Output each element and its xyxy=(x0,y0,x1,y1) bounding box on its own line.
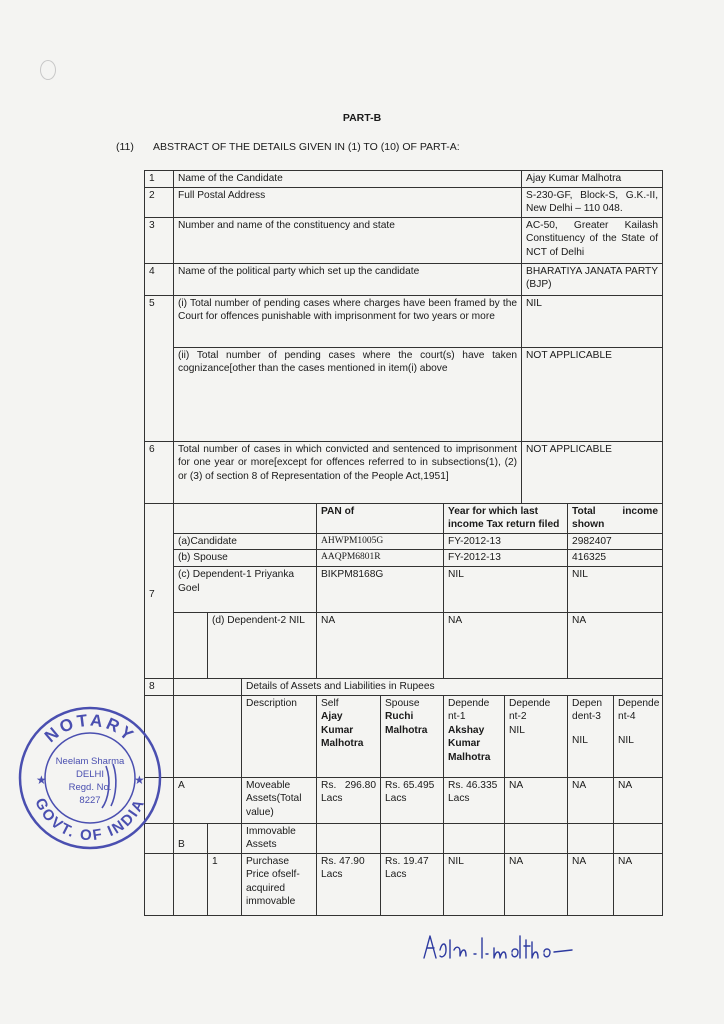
row-label: Name of the Candidate xyxy=(174,171,522,188)
asset-group-label: B xyxy=(174,823,208,853)
table-row xyxy=(145,566,663,612)
row-value: NIL xyxy=(522,295,663,347)
table-row xyxy=(145,171,663,188)
assets-col-dep1: Depende nt-1 Akshay Kumar Malhotra xyxy=(444,695,505,777)
row-value: BHARATIYA JANATA PARTY (BJP) xyxy=(522,263,663,295)
asset-dep4: NA xyxy=(614,853,663,915)
assets-title: Details of Assets and Liabilities in Rupees xyxy=(242,678,663,695)
table-row xyxy=(145,503,663,533)
assets-col-dep4: Depende nt-4 NIL xyxy=(614,695,663,777)
assets-col-spouse: Spouse Ruchi Malhotra xyxy=(381,695,444,777)
income-total: 416325 xyxy=(568,550,663,567)
asset-desc: Immovable Assets xyxy=(242,823,317,853)
asset-self: Rs. 47.90 Lacs xyxy=(317,853,381,915)
income-who: (c) Dependent-1 Priyanka Goel xyxy=(174,566,317,612)
row-number: 1 xyxy=(145,171,174,188)
table-row xyxy=(145,217,663,263)
notary-seal xyxy=(16,704,164,852)
table-row xyxy=(145,695,663,777)
seal-top-text: NOTARY xyxy=(41,710,140,747)
page-title: PART-B xyxy=(342,112,382,124)
row-label: Name of the political party which set up the candidate xyxy=(174,263,522,295)
section-number: (11) xyxy=(116,141,134,153)
asset-dep2: NA xyxy=(505,777,568,823)
self-name: Ajay Kumar Malhotra xyxy=(321,711,364,750)
asset-desc: Purchase Price ofself-acquired immovable xyxy=(242,853,317,915)
candidate-signature xyxy=(420,928,580,962)
income-year: NIL xyxy=(444,566,568,612)
row-value: AC-50, Greater Kailash Constituency of the State of NCT of Delhi xyxy=(522,217,663,263)
income-who: (d) Dependent-2 NIL xyxy=(208,612,317,678)
assets-col-description: Description xyxy=(242,695,317,777)
income-year: FY-2012-13 xyxy=(444,533,568,550)
income-year: FY-2012-13 xyxy=(444,550,568,567)
table-row xyxy=(145,441,663,503)
table-row xyxy=(145,678,663,695)
spouse-name: Ruchi Malhotra xyxy=(385,711,428,736)
row-number: 7 xyxy=(145,503,174,678)
row-label: (i) Total number of pending cases where charges have been framed by the Court for offences punishable with imprisonment for two years or more xyxy=(174,295,522,347)
row-value: S-230-GF, Block-S, G.K.-II, New Delhi – 110 048. xyxy=(522,187,663,217)
income-who: (a)Candidate xyxy=(174,533,317,550)
seal-number: 8227 xyxy=(79,795,101,806)
income-total: 2982407 xyxy=(568,533,663,550)
income-pan: BIKPM8168G xyxy=(317,566,444,612)
star-icon: ★ xyxy=(134,773,145,787)
income-year: NA xyxy=(444,612,568,678)
seal-city: DELHI xyxy=(76,769,104,780)
asset-desc: Moveable Assets(Total value) xyxy=(242,777,317,823)
section-title: ABSTRACT OF THE DETAILS GIVEN IN (1) TO (10) OF PART-A: xyxy=(153,141,460,153)
row-number: 4 xyxy=(145,263,174,295)
income-col-pan: PAN of xyxy=(317,503,444,533)
asset-dep4: NA xyxy=(614,777,663,823)
income-pan: NA xyxy=(317,612,444,678)
seal-bottom-text: GOVT. OF INDIA xyxy=(31,795,149,845)
income-col-total: Total income shown xyxy=(568,503,663,533)
income-pan: AAQPM6801R xyxy=(317,550,444,567)
dep3-name: NIL xyxy=(572,734,588,746)
table-row xyxy=(145,823,663,853)
row-number: 5 xyxy=(145,295,174,441)
page-corner-mark xyxy=(40,60,56,80)
asset-spouse: Rs. 65.495 Lacs xyxy=(381,777,444,823)
table-row xyxy=(145,347,663,441)
abstract-table xyxy=(144,170,663,916)
assets-col-self: Self Ajay Kumar Malhotra xyxy=(317,695,381,777)
row-label: (ii) Total number of pending cases where the court(s) have taken cognizance[other than the cases mentioned in item(i) above xyxy=(174,347,522,441)
dep1-name: Akshay Kumar Malhotra xyxy=(448,724,491,763)
dep2-name: NIL xyxy=(509,724,525,736)
income-total: NA xyxy=(568,612,663,678)
row-label: Number and name of the constituency and state xyxy=(174,217,522,263)
asset-dep3: NA xyxy=(568,777,614,823)
income-who: (b) Spouse xyxy=(174,550,317,567)
asset-group-label: A xyxy=(174,777,242,823)
asset-sub-number: 1 xyxy=(208,853,242,915)
table-row xyxy=(145,295,663,347)
row-label: Full Postal Address xyxy=(174,187,522,217)
star-icon: ★ xyxy=(36,773,47,787)
row-number: 6 xyxy=(145,441,174,503)
row-number: 8 xyxy=(145,678,174,695)
assets-col-dep3: Depen dent-3 NIL xyxy=(568,695,614,777)
asset-dep3: NA xyxy=(568,853,614,915)
table-row xyxy=(145,533,663,550)
assets-col-dep2: Depende nt-2 NIL xyxy=(505,695,568,777)
row-number: 2 xyxy=(145,187,174,217)
table-row xyxy=(145,263,663,295)
table-row xyxy=(145,187,663,217)
row-value: NOT APPLICABLE xyxy=(522,441,663,503)
asset-dep1: Rs. 46.335 Lacs xyxy=(444,777,505,823)
table-row xyxy=(145,550,663,567)
income-total: NIL xyxy=(568,566,663,612)
row-value: NOT APPLICABLE xyxy=(522,347,663,441)
seal-regd: Regd. No. xyxy=(68,782,112,793)
row-number: 3 xyxy=(145,217,174,263)
table-row xyxy=(145,612,663,678)
row-value: Ajay Kumar Malhotra xyxy=(522,171,663,188)
asset-self: Rs. 296.80 Lacs xyxy=(317,777,381,823)
dep4-name: NIL xyxy=(618,734,634,746)
asset-dep1: NIL xyxy=(444,853,505,915)
table-row xyxy=(145,777,663,823)
section-heading xyxy=(116,141,460,153)
asset-spouse: Rs. 19.47 Lacs xyxy=(381,853,444,915)
asset-dep2: NA xyxy=(505,853,568,915)
row-label: Total number of cases in which convicted and sentenced to imprisonment for one year or more[except for offences referred to in subsections(1), (2) or (3) of section 8 of Representation of the People Act,1951] xyxy=(174,441,522,503)
seal-name: Neelam Sharma xyxy=(55,756,125,767)
income-col-year: Year for which last income Tax return filed xyxy=(444,503,568,533)
table-row xyxy=(145,853,663,915)
income-pan: AHWPM1005G xyxy=(317,533,444,550)
